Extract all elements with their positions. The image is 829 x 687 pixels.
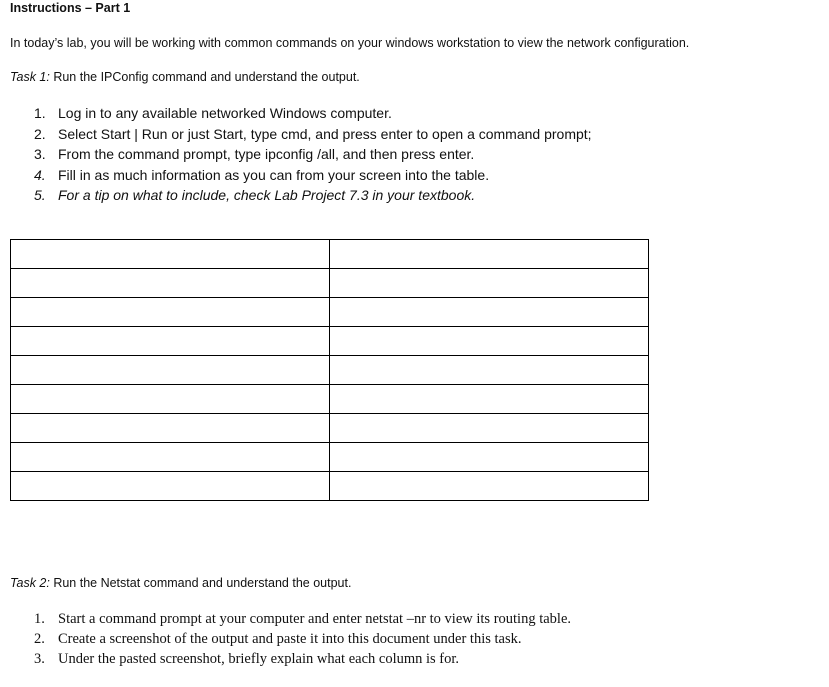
table-cell[interactable] bbox=[11, 472, 330, 501]
step-number: 2. bbox=[34, 125, 46, 142]
table-row bbox=[11, 356, 649, 385]
table-row bbox=[11, 269, 649, 298]
ipconfig-table bbox=[10, 239, 649, 501]
step-number: 5. bbox=[34, 187, 46, 203]
step-number: 3. bbox=[34, 651, 45, 667]
table-row bbox=[11, 472, 649, 501]
table-cell[interactable] bbox=[11, 298, 330, 327]
table-cell[interactable] bbox=[330, 240, 649, 269]
table-cell[interactable] bbox=[330, 443, 649, 472]
table-row bbox=[11, 443, 649, 472]
table-cell[interactable] bbox=[11, 385, 330, 414]
table-row bbox=[11, 414, 649, 443]
step-number: 1. bbox=[34, 611, 45, 627]
step-number: 4. bbox=[34, 166, 46, 183]
table-cell[interactable] bbox=[11, 414, 330, 443]
table-cell[interactable] bbox=[330, 269, 649, 298]
step-number: 2. bbox=[34, 631, 45, 647]
table-cell[interactable] bbox=[330, 327, 649, 356]
table-row bbox=[11, 327, 649, 356]
step-text: Log in to any available networked Windows computer. bbox=[58, 105, 392, 121]
table-cell[interactable] bbox=[11, 240, 330, 269]
task2-label: Task 2: bbox=[10, 576, 50, 590]
table-row bbox=[11, 385, 649, 414]
table-cell[interactable] bbox=[11, 356, 330, 385]
page-heading: Instructions – Part 1 bbox=[10, 1, 131, 15]
table-cell[interactable] bbox=[11, 327, 330, 356]
task2-title-text: Run the Netstat command and understand the output. bbox=[49, 576, 352, 590]
step-text: Create a screenshot of the output and paste it into this document under this task. bbox=[58, 631, 522, 647]
table-cell[interactable] bbox=[330, 472, 649, 501]
step-text: Select Start | Run or just Start, type cmd, and press enter to open a command prompt; bbox=[58, 125, 592, 142]
task1-label: Task 1: bbox=[10, 70, 50, 84]
step-text: For a tip on what to include, check Lab Project 7.3 in your textbook. bbox=[58, 187, 476, 203]
task2-title bbox=[10, 575, 351, 591]
step-text: Under the pasted screenshot, briefly explain what each column is for. bbox=[58, 651, 460, 667]
table-cell[interactable] bbox=[330, 356, 649, 385]
step-text: Fill in as much information as you can from your screen into the table. bbox=[58, 166, 490, 183]
table-cell[interactable] bbox=[330, 298, 649, 327]
step-text: Start a command prompt at your computer and enter netstat –nr to view its routing table. bbox=[58, 611, 572, 627]
table-row bbox=[11, 240, 649, 269]
table-cell[interactable] bbox=[330, 385, 649, 414]
step-text: From the command prompt, type ipconfig /all, and then press enter. bbox=[58, 146, 475, 162]
task1-title bbox=[10, 69, 360, 85]
table-cell[interactable] bbox=[11, 269, 330, 298]
intro-paragraph: In today’s lab, you will be working with common commands on your windows workstation to view the network configuration. bbox=[10, 36, 690, 50]
table-cell[interactable] bbox=[330, 414, 649, 443]
task1-title-text: Run the IPConfig command and understand the output. bbox=[49, 70, 360, 84]
table-cell[interactable] bbox=[11, 443, 330, 472]
step-number: 3. bbox=[34, 146, 46, 162]
table-row bbox=[11, 298, 649, 327]
step-number: 1. bbox=[34, 105, 46, 121]
